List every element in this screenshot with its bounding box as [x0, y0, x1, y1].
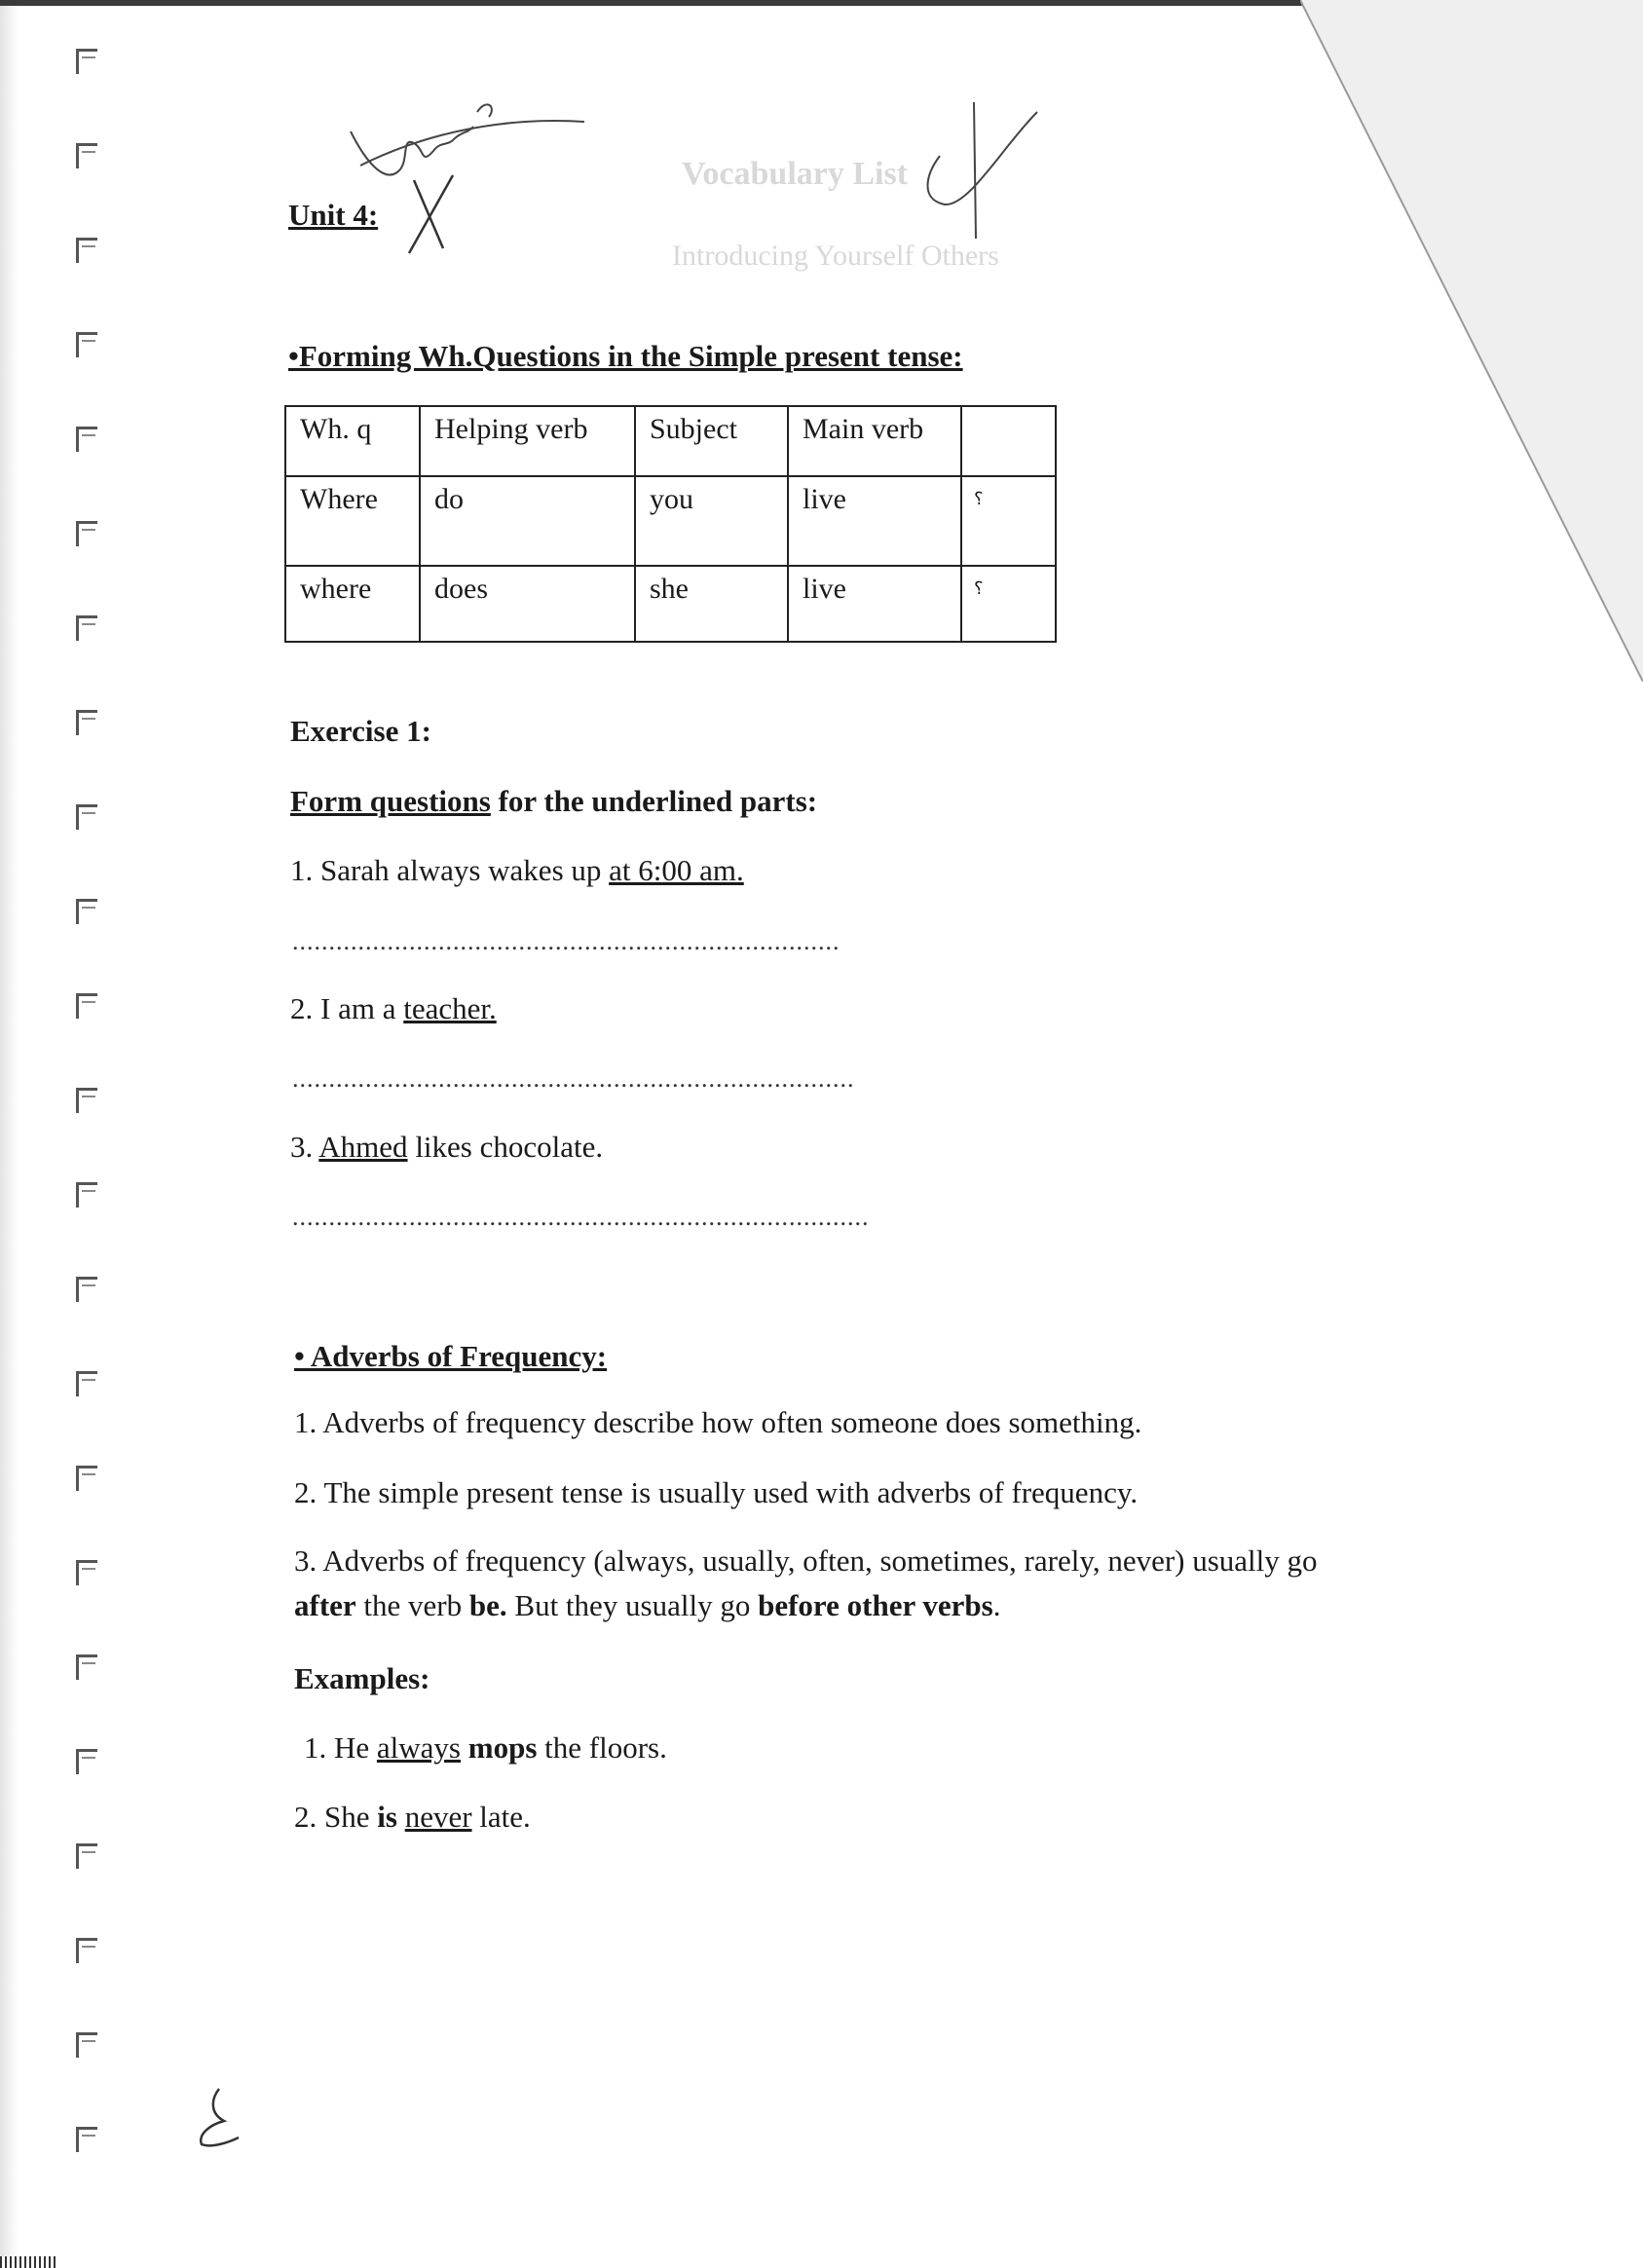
exercise-instruction [290, 784, 817, 819]
question-mark-cell: ؟ [961, 566, 1056, 642]
item-underlined-part: at 6:00 am. [609, 853, 744, 887]
binding-ring [76, 615, 97, 641]
binding-ring [76, 1466, 97, 1491]
item-text: likes chocolate. [407, 1130, 604, 1164]
folded-corner-shadow [1300, 0, 1643, 682]
table-header-row [285, 406, 1056, 476]
binding-ring [76, 993, 97, 1019]
binding-ring [76, 804, 97, 830]
binding-ring [76, 1277, 97, 1302]
table-header-cell [961, 406, 1056, 476]
section-heading-adverbs: • Adverbs of Frequency: [294, 1339, 608, 1373]
binding-ring [76, 49, 97, 74]
show-through-subtitle: Introducing Yourself Others [672, 240, 999, 272]
verb-bold: mops [467, 1730, 538, 1765]
plain-text: 2. She [294, 1800, 378, 1834]
binding-ring [76, 1938, 97, 1963]
wh-question-table [284, 405, 1057, 643]
binding-ring [76, 238, 97, 263]
plain-text: 1. He [304, 1730, 377, 1765]
table-cell: Where [285, 476, 420, 566]
table-header-cell: Helping verb [420, 406, 635, 476]
unit-title: Unit 4: [288, 198, 379, 232]
table-cell: she [635, 566, 788, 642]
examples-title: Examples: [294, 1661, 430, 1695]
table-header-cell: Subject [635, 406, 788, 476]
binding-ring [76, 1182, 97, 1208]
instruction-rest: for the underlined parts: [490, 784, 818, 818]
handwritten-check-mark [886, 97, 1052, 243]
binding-ring [76, 2032, 97, 2058]
answer-line-2[interactable]: ............................................................................. [292, 1064, 855, 1093]
scan-bottom-edge [0, 2256, 58, 2268]
plain-text: But they usually go [506, 1588, 759, 1622]
plain-text: . [992, 1588, 1001, 1622]
table-cell: where [285, 566, 420, 642]
example-1 [304, 1730, 667, 1766]
exercise-title: Exercise 1: [290, 714, 431, 748]
binding-ring [76, 1655, 97, 1680]
scan-spine-shadow [0, 0, 18, 2268]
table-cell: does [420, 566, 635, 642]
item-underlined-part: teacher. [403, 991, 497, 1025]
section-heading-wh-questions: •Forming Wh.Questions in the Simple present tense: [288, 339, 963, 373]
handwritten-note-top [341, 93, 594, 258]
adverb-point-1: 1. Adverbs of frequency describe how often someone does something. [294, 1405, 1142, 1439]
binding-ring [76, 1560, 97, 1585]
adverb-point-2: 2. The simple present tense is usually used with adverbs of frequency. [294, 1475, 1139, 1509]
handwritten-page-mark [190, 2084, 248, 2152]
answer-line-3[interactable]: ............................................................................... [292, 1203, 870, 1231]
question-mark-cell: ؟ [961, 476, 1056, 566]
table-cell: you [635, 476, 788, 566]
example-2 [294, 1800, 531, 1835]
binding-ring [76, 1749, 97, 1774]
table-header-cell: Wh. q [285, 406, 420, 476]
item-underlined-part: Ahmed [318, 1130, 408, 1164]
bold-word: before other verbs [758, 1588, 993, 1622]
table-row [285, 476, 1056, 566]
binding-ring [76, 710, 97, 735]
adverb-underlined: always [376, 1730, 461, 1765]
binding-ring [76, 1371, 97, 1396]
adverb-point-3-line2 [294, 1588, 1001, 1623]
exercise-item-1 [290, 853, 744, 888]
bold-word: be. [468, 1588, 507, 1622]
table-cell: live [788, 566, 961, 642]
answer-line-1[interactable]: ........................................................................... [292, 927, 840, 955]
item-text: 2. I am a [290, 991, 404, 1025]
adverb-underlined: never [404, 1800, 472, 1834]
adverb-point-3-line1: 3. Adverbs of frequency (always, usually, often, sometimes, rarely, never) usually go [294, 1543, 1318, 1578]
binding-ring [76, 2127, 97, 2152]
plain-text: late. [471, 1800, 531, 1834]
exercise-item-3 [290, 1130, 603, 1165]
binding-ring [76, 143, 97, 168]
plain-text [461, 1730, 468, 1765]
exercise-item-2 [290, 991, 497, 1026]
show-through-title: Vocabulary List [682, 156, 909, 192]
binding-ring [76, 1088, 97, 1113]
item-text: 3. [290, 1130, 319, 1164]
binding-ring [76, 1843, 97, 1869]
item-text: 1. Sarah always wakes up [290, 853, 610, 887]
bold-word: after [294, 1588, 356, 1622]
instruction-underlined: Form questions [290, 784, 491, 818]
spiral-binding [68, 49, 107, 2230]
binding-ring [76, 332, 97, 357]
plain-text: the floors. [537, 1730, 667, 1765]
table-cell: live [788, 476, 961, 566]
table-header-cell: Main verb [788, 406, 961, 476]
binding-ring [76, 899, 97, 924]
binding-ring [76, 521, 97, 546]
plain-text: the verb [355, 1588, 469, 1622]
binding-ring [76, 427, 97, 452]
table-cell: do [420, 476, 635, 566]
table-row [285, 566, 1056, 642]
plain-text [397, 1800, 405, 1834]
verb-bold: is [377, 1800, 397, 1834]
